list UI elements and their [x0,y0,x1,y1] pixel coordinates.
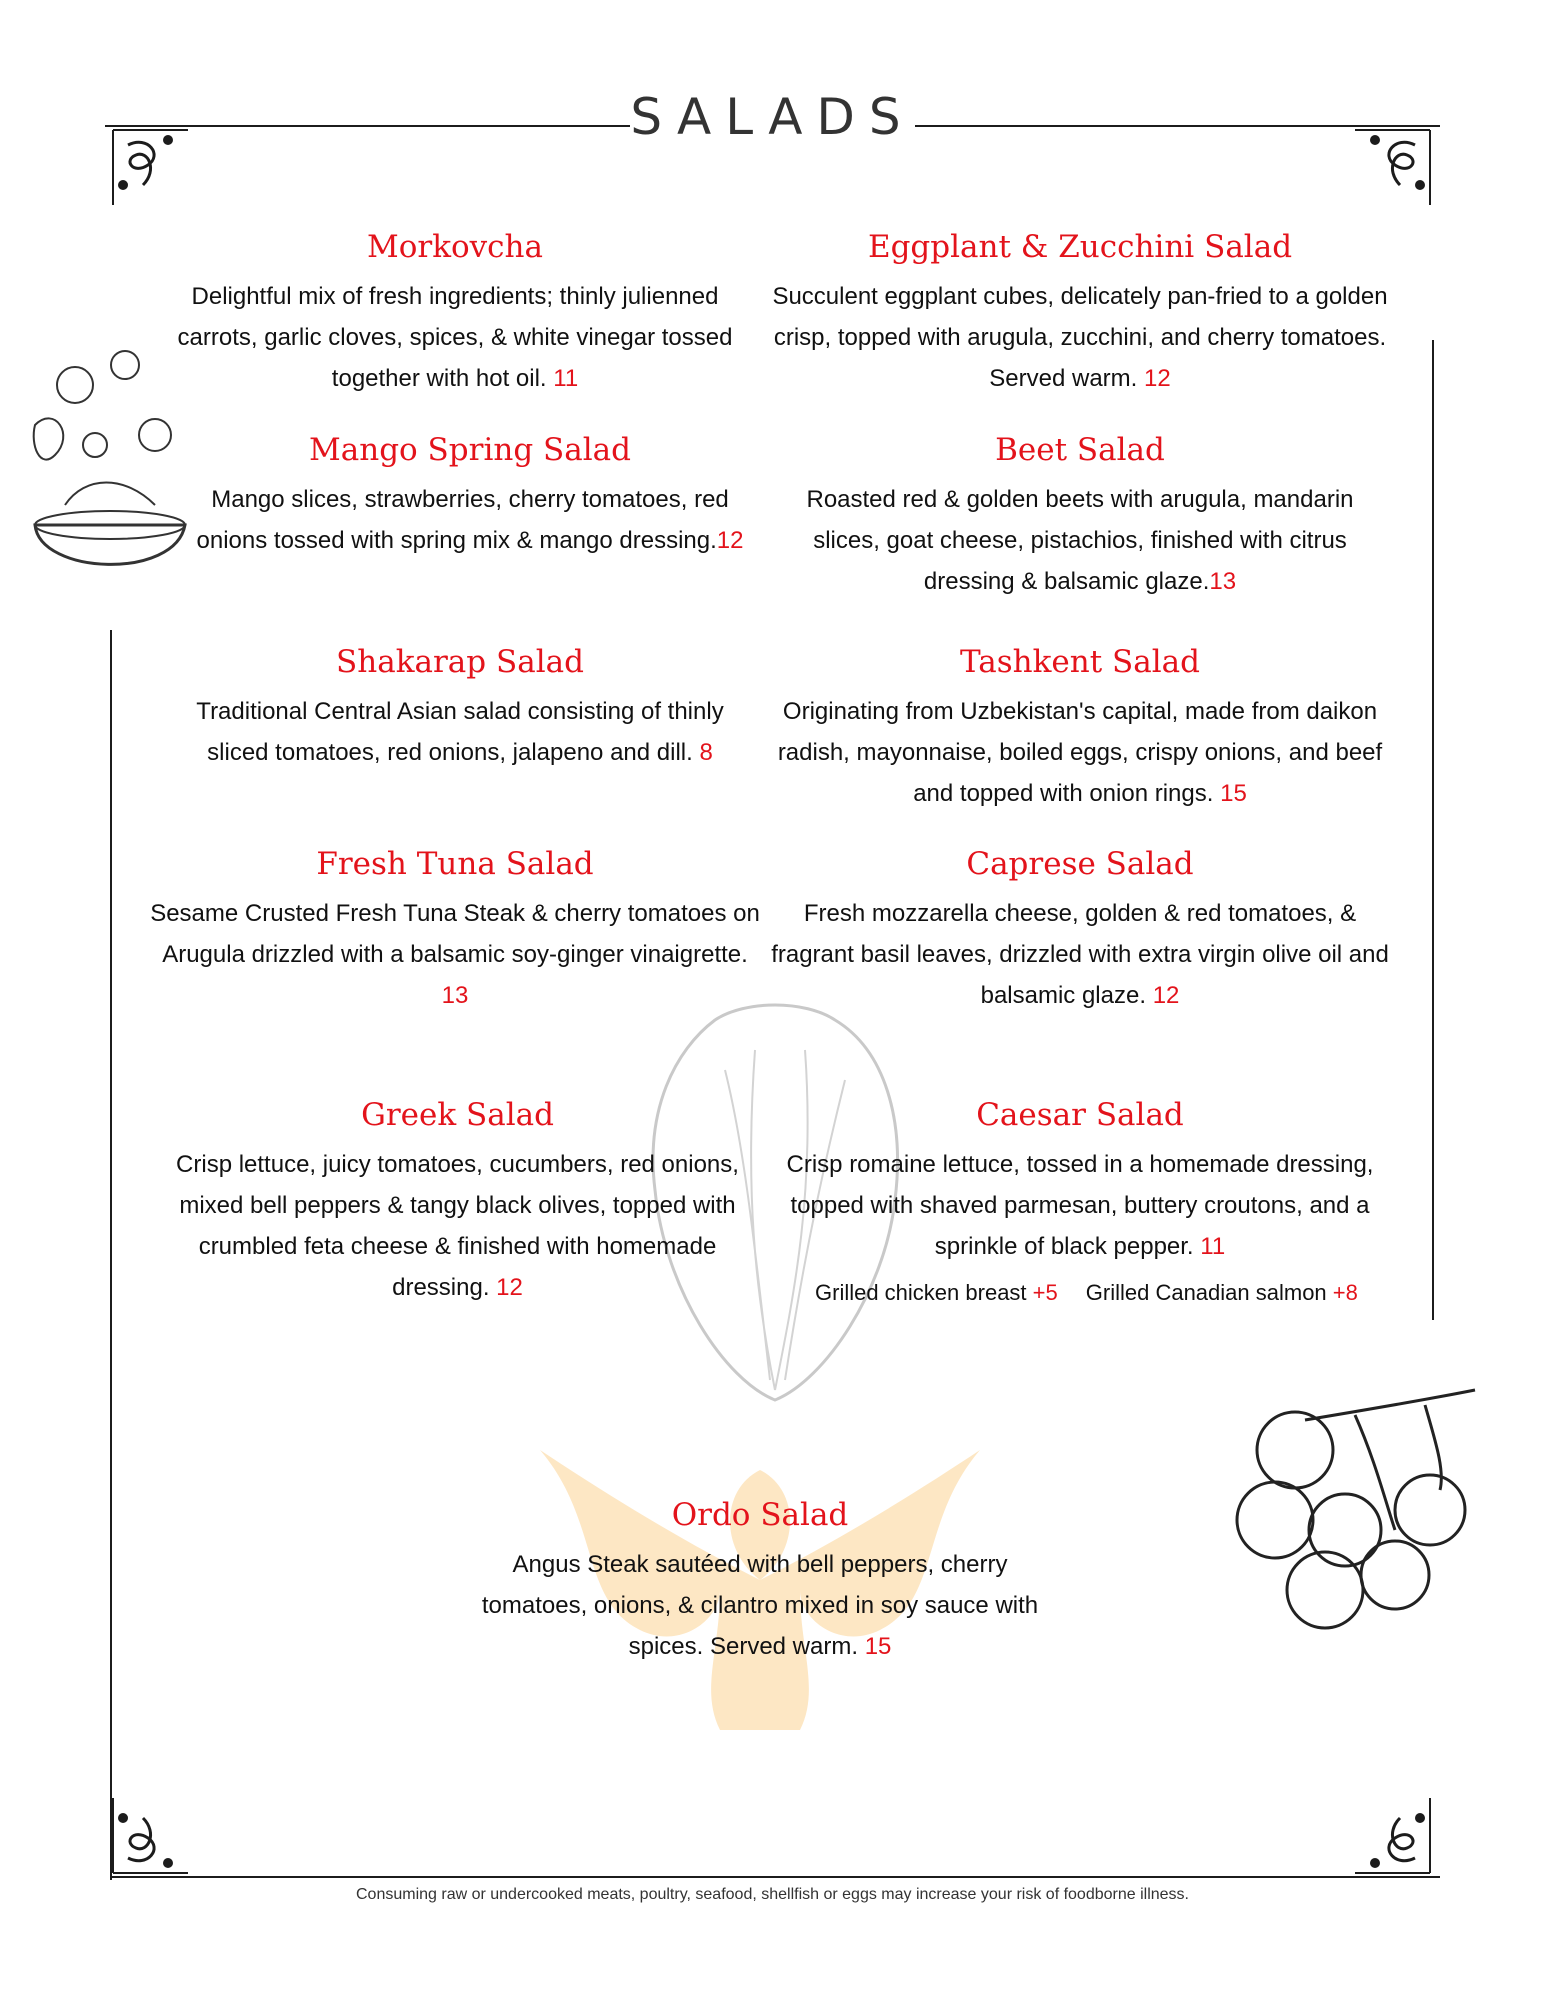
menu-item-beet [775,431,1385,602]
item-name: Beet Salad [995,432,1165,468]
item-name: Caesar Salad [976,1097,1184,1133]
menu-item-morkovcha [160,228,750,399]
item-price: 13 [1209,568,1237,595]
corner-ornament-bottom-right-icon [1345,1788,1435,1878]
item-price: 11 [553,365,579,392]
item-price: 8 [699,739,713,766]
item-name: Caprese Salad [966,846,1194,882]
item-description: Sesame Crusted Fresh Tuna Steak & cherry tomatoes on Arugula drizzled with a balsamic soy-ginger vinaigrette. 13 [150,900,760,1009]
menu-item-fresh-tuna [150,845,760,1016]
item-description: Fresh mozzarella cheese, golden & red tomatoes, & fragrant basil leaves, drizzled with extra virgin olive oil and balsamic glaze. 12 [771,900,1389,1009]
item-price: 15 [864,1633,892,1660]
menu-item-ordo [460,1496,1060,1667]
item-price: 13 [441,982,469,1009]
menu-item-shakarap [170,643,750,773]
frame-bottom-line [110,1876,1440,1878]
item-price: 15 [1220,780,1247,807]
item-name: Ordo Salad [671,1497,849,1533]
frame-left-line [110,630,112,1880]
item-description: Angus Steak sautéed with bell peppers, cherry tomatoes, onions, & cilantro mixed in soy sauce with spices. Served warm. 15 [481,1551,1039,1660]
item-description: Traditional Central Asian salad consisting of thinly sliced tomatoes, red onions, jalapeno and dill. 8 [196,698,724,766]
item-name: Greek Salad [361,1097,554,1133]
item-description: Crisp lettuce, juicy tomatoes, cucumbers, red onions, mixed bell peppers & tangy black olives, topped with crumbled feta cheese & finished with homemade dressing. 12 [176,1151,739,1301]
item-name: Fresh Tuna Salad [316,846,594,882]
menu-item-mango-spring [190,431,750,561]
caesar-addons [815,1280,1375,1306]
item-description: Originating from Uzbekistan's capital, made from daikon radish, mayonnaise, boiled eggs, crispy onions, and beef and topped with onion rings. 15 [777,698,1383,807]
item-name: Eggplant & Zucchini Salad [867,229,1293,265]
item-name: Shakarap Salad [336,644,584,680]
item-name: Morkovcha [367,229,543,265]
addon-chicken: Grilled chicken breast +5 [815,1280,1058,1305]
addon-salmon: Grilled Canadian salmon +8 [1085,1280,1358,1305]
tomato-vine-icon [1225,1380,1495,1640]
menu-item-greek [155,1096,760,1308]
page-title: SALADS [630,88,915,146]
item-description: Crisp romaine lettuce, tossed in a homemade dressing, topped with shaved parmesan, buttery croutons, and a sprinkle of black pepper. 11 [786,1151,1374,1260]
item-price: 12 [1152,982,1180,1009]
item-price: 12 [716,527,744,554]
item-price: 12 [1144,365,1171,392]
item-name: Mango Spring Salad [309,432,631,468]
menu-item-caesar [770,1096,1390,1267]
menu-item-caprese [770,845,1390,1016]
item-price: 12 [496,1274,523,1301]
frame-right-line [1432,340,1434,1320]
footer-disclaimer: Consuming raw or undercooked meats, poultry, seafood, shellfish or eggs may increase your risk of foodborne illness. [355,1886,1189,1903]
menu-item-eggplant-zucchini [770,228,1390,399]
corner-ornament-top-left-icon [108,125,198,215]
item-name: Tashkent Salad [960,644,1200,680]
item-description: Succulent eggplant cubes, delicately pan-fried to a golden crisp, topped with arugula, zucchini, and cherry tomatoes. Served warm. 12 [772,283,1388,392]
menu-item-tashkent [770,643,1390,814]
item-description: Mango slices, strawberries, cherry tomatoes, red onions tossed with spring mix & mango dressing.12 [196,486,744,554]
item-description: Roasted red & golden beets with arugula, mandarin slices, goat cheese, pistachios, finished with citrus dressing & balsamic glaze.13 [806,486,1354,595]
item-price: 11 [1200,1233,1226,1260]
corner-ornament-top-right-icon [1345,125,1435,215]
corner-ornament-bottom-left-icon [108,1788,198,1878]
item-description: Delightful mix of fresh ingredients; thinly julienned carrots, garlic cloves, spices, & white vinegar tossed together with hot oil. 11 [177,283,733,392]
